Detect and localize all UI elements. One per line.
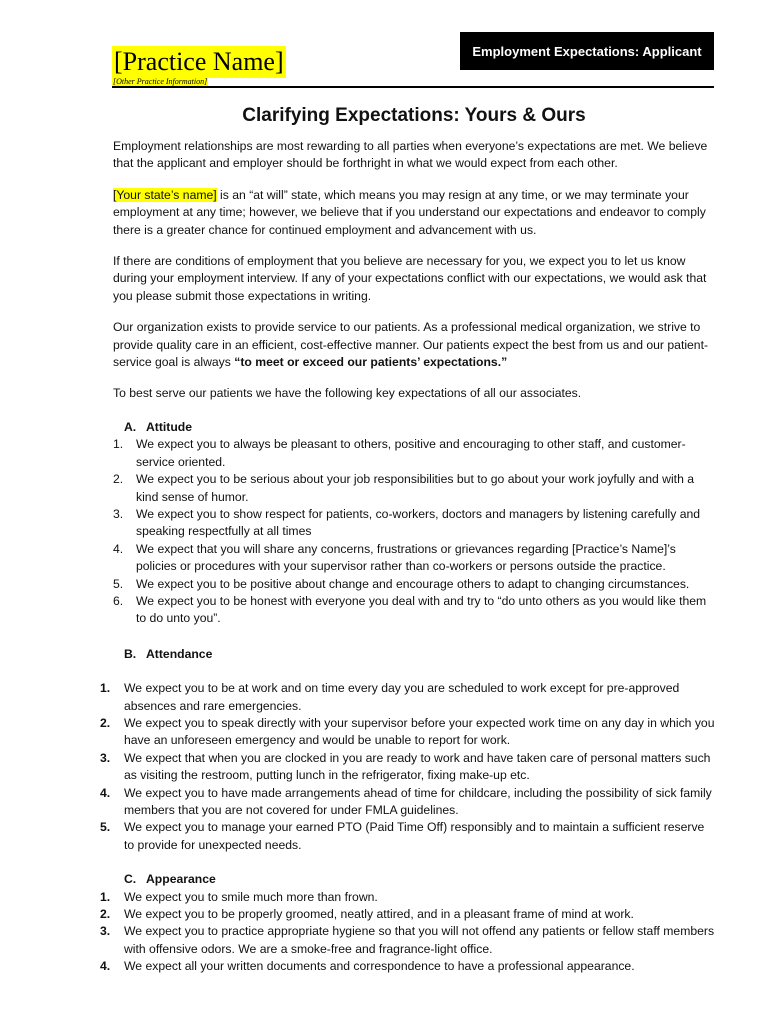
list-item: 2. We expect you to speak directly with your supervisor before your expected work time on any day in which you have an unforeseen emergency and would be unable to report for work. bbox=[100, 715, 715, 748]
list-item: 5. We expect you to be positive about change and encourage others to adapt to changing circumstances. bbox=[113, 576, 690, 591]
document-type-label: Employment Expectations: Applicant bbox=[460, 32, 714, 70]
list-item: 4. We expect all your written documents and correspondence to have a professional appearance. bbox=[100, 959, 635, 974]
attendance-list bbox=[100, 680, 715, 854]
list-item: 2. We expect you to be properly groomed, neatly attired, and in a pleasant frame of mind at work. bbox=[100, 907, 634, 922]
intro-paragraph-5: To best serve our patients we have the following key expectations of all our associates. bbox=[113, 386, 582, 401]
list-item: 2. We expect you to be serious about your job responsibilities but to go about your work joyfully and with a kind sense of humor. bbox=[113, 472, 695, 504]
section-heading-appearance: C. Appearance bbox=[124, 872, 216, 887]
practice-info: [Other Practice Information] bbox=[113, 77, 208, 86]
state-name-placeholder: [Your state’s name] bbox=[113, 187, 217, 202]
intro-paragraph-2 bbox=[113, 187, 715, 239]
list-item: 1. We expect you to always be pleasant to others, positive and encouraging to other staff, and customer-service oriented. bbox=[113, 437, 686, 469]
list-item: 3. We expect you to practice appropriate hygiene so that you will not offend any patients or fellow staff members with offensive odors. We are a smoke-free and fragrance-light office. bbox=[100, 924, 715, 956]
list-item: 4. We expect that you will share any concerns, frustrations or grievances regarding [Practice’s Name]’s policies or procedures with your supervisor rather than co-workers or persons outside the practice. bbox=[113, 541, 676, 574]
list-item: 5. We expect you to manage your earned PTO (Paid Time Off) responsibly and to maintain a sufficient reserve to provide for unexpected needs. bbox=[100, 820, 705, 852]
intro-paragraph-1: Employment relationships are most rewarding to all parties when everyone’s expectations are met. We believe that the applicant and employer should be forthright in what we would expect from each other. bbox=[113, 139, 708, 171]
practice-name: [Practice Name] bbox=[114, 47, 284, 76]
attitude-list bbox=[113, 436, 715, 627]
appearance-list bbox=[100, 889, 715, 976]
list-item: 6. We expect you to be honest with everyone you deal with and try to “do unto others as you would like them to do unto you”. bbox=[113, 593, 707, 626]
list-item: 3. We expect you to show respect for patients, co-workers, doctors and managers by listening carefully and speaking respectfully at all times bbox=[113, 506, 701, 539]
header-divider bbox=[112, 86, 714, 88]
intro-paragraph-4 bbox=[113, 319, 715, 371]
list-item: 4. We expect you to have made arrangements ahead of time for childcare, including the possibility of sick family members that you are not covered for under FMLA guidelines. bbox=[100, 785, 712, 817]
page-title: Clarifying Expectations: Yours & Ours bbox=[242, 105, 586, 126]
list-item: 3. We expect that when you are clocked in you are ready to work and have taken care of personal matters such as visiting the restroom, putting lunch in the refrigerator, fixing make-up etc. bbox=[100, 750, 711, 783]
list-item: 1. We expect you to be at work and on time every day you are scheduled to work except for pre-approved absences and rare emergencies. bbox=[100, 681, 680, 713]
intro-paragraph-2-text: is an “at will” state, which means you may resign at any time, or we may terminate your employment at any time; however, we believe that if you understand our expectations and endeavor to comply there is a greater chance for continued employment and advancement with us. bbox=[113, 187, 706, 237]
section-heading-attitude: A. Attitude bbox=[124, 419, 193, 434]
service-goal: “to meet or exceed our patients’ expectations.” bbox=[234, 355, 508, 370]
list-item: 1. We expect you to smile much more than frown. bbox=[100, 889, 378, 904]
intro-paragraph-4-text: Our organization exists to provide service to our patients. As a professional medical organization, we strive to provide quality care in an efficient, cost-effective manner. Our patients expect the best from us and our patient-service goal is always bbox=[113, 320, 709, 370]
document-body bbox=[100, 104, 715, 976]
intro-paragraph-3: If there are conditions of employment that you believe are necessary for you, we expect you to let us know during your employment interview. If any of your expectations conflict with our expectations, we would ask that you please submit those expectations in writing. bbox=[113, 254, 707, 303]
section-heading-attendance: B. Attendance bbox=[124, 646, 213, 661]
